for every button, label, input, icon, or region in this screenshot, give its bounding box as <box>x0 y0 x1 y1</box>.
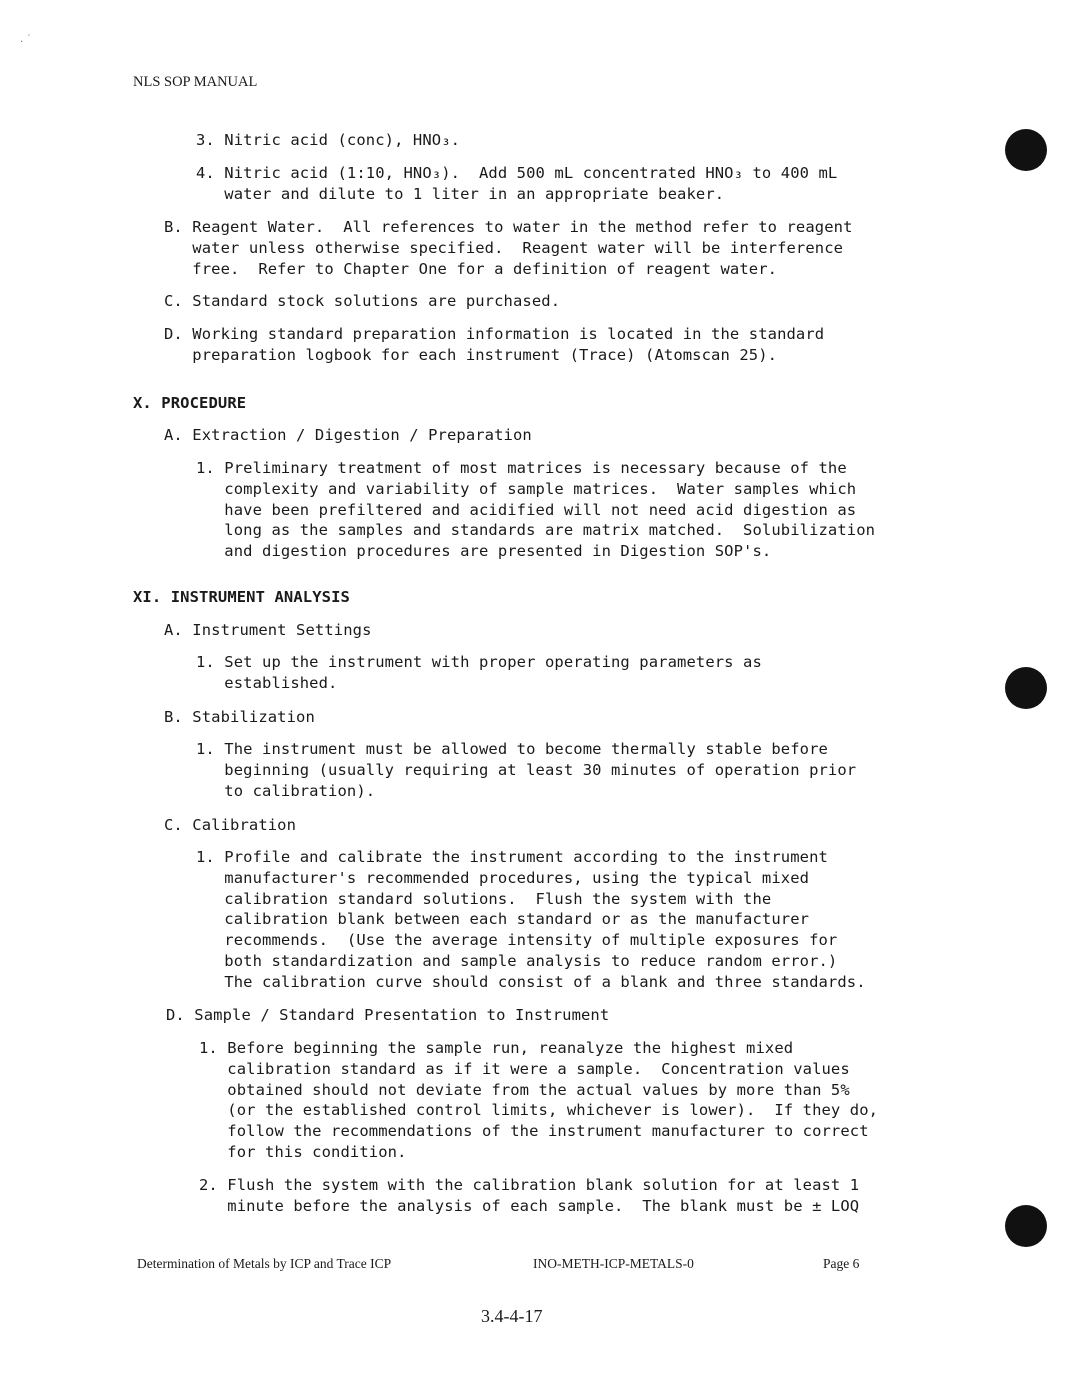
text-line: B. Stabilization <box>164 708 315 726</box>
text-line: 1. Before beginning the sample run, reanalyze the highest mixed <box>199 1039 794 1057</box>
text-line: calibration standard as if it were a sample. Concentration values <box>199 1059 850 1078</box>
text-line: preparation logbook for each instrument (Trace) (Atomscan 25). <box>164 345 778 364</box>
text-line: calibration blank between each standard or as the manufacturer <box>196 910 810 929</box>
text-line: C. Calibration <box>164 816 297 834</box>
text-line: XI. INSTRUMENT ANALYSIS <box>133 588 350 606</box>
text-line: 1. The instrument must be allowed to become thermally stable before <box>196 740 828 758</box>
text-line: 1. Preliminary treatment of most matrices is necessary because of the <box>196 459 847 477</box>
text-line: water unless otherwise specified. Reagent water will be interference <box>164 238 844 257</box>
text-line: 1. Set up the instrument with proper operating parameters as <box>196 653 762 671</box>
paragraph <box>196 130 460 151</box>
paragraph <box>196 163 837 205</box>
paragraph <box>164 324 824 366</box>
paragraph <box>196 458 875 562</box>
text-line: long as the samples and standards are matrix matched. Solubilization <box>196 521 876 540</box>
text-line: free. Refer to Chapter One for a definition of reagent water. <box>164 259 778 278</box>
paragraph <box>164 620 372 641</box>
text-line: complexity and variability of sample matrices. Water samples which <box>196 479 857 498</box>
punch-hole-bottom <box>1005 1205 1047 1247</box>
text-line: B. Reagent Water. All references to water in the method refer to reagent <box>164 218 853 236</box>
text-line: follow the recommendations of the instrument manufacturer to correct <box>199 1122 869 1141</box>
text-line: (or the established control limits, whichever is lower). If they do, <box>199 1101 879 1120</box>
page-header: NLS SOP MANUAL <box>133 74 258 90</box>
paragraph <box>196 847 866 993</box>
text-line: calibration standard solutions. Flush the system with the <box>196 889 772 908</box>
punch-hole-middle <box>1005 667 1047 709</box>
paragraph <box>199 1175 859 1217</box>
text-line: both standardization and sample analysis to reduce random error.) <box>196 951 838 970</box>
text-line: X. PROCEDURE <box>133 394 247 412</box>
paragraph <box>164 425 532 446</box>
paragraph <box>196 739 856 801</box>
footer-document-id: INO-METH-ICP-METALS-0 <box>533 1256 694 1271</box>
text-line: manufacturer's recommended procedures, using the typical mixed <box>196 868 810 887</box>
text-line: to calibration). <box>196 781 376 800</box>
text-line: A. Instrument Settings <box>164 621 372 639</box>
text-line: minute before the analysis of each sample. The blank must be ± LOQ <box>199 1196 860 1215</box>
text-line: water and dilute to 1 liter in an appropriate beaker. <box>196 184 725 203</box>
text-line: D. Sample / Standard Presentation to Instrument <box>166 1006 610 1024</box>
text-line: C. Standard stock solutions are purchased. <box>164 292 561 310</box>
text-line: have been prefiltered and acidified will not need acid digestion as <box>196 500 857 519</box>
section-heading <box>133 393 246 414</box>
text-line: The calibration curve should consist of a blank and three standards. <box>196 972 866 991</box>
scan-specks: . ˙ <box>20 34 32 45</box>
footer-page: Page 6 <box>823 1256 860 1271</box>
paragraph <box>164 707 315 728</box>
text-line: A. Extraction / Digestion / Preparation <box>164 426 532 444</box>
text-line: established. <box>196 673 338 692</box>
paragraph <box>164 815 296 836</box>
text-line: recommends. (Use the average intensity of multiple exposures for <box>196 931 838 950</box>
paragraph <box>196 652 762 694</box>
punch-hole-top <box>1005 129 1047 171</box>
text-line: obtained should not deviate from the actual values by more than 5% <box>199 1080 850 1099</box>
page-number: 3.4-4-17 <box>481 1306 543 1326</box>
paragraph <box>199 1038 878 1163</box>
section-heading <box>133 587 350 608</box>
text-line: 4. Nitric acid (1:10, HNO₃). Add 500 mL concentrated HNO₃ to 400 mL <box>196 164 838 182</box>
text-line: 2. Flush the system with the calibration blank solution for at least 1 <box>199 1176 860 1194</box>
text-line: and digestion procedures are presented in Digestion SOP's. <box>196 542 772 561</box>
paragraph <box>166 1005 609 1026</box>
text-line: beginning (usually requiring at least 30 minutes of operation prior <box>196 760 857 779</box>
paragraph <box>164 217 853 279</box>
text-line: 1. Profile and calibrate the instrument according to the instrument <box>196 848 828 866</box>
text-line: 3. Nitric acid (conc), HNO₃. <box>196 131 461 149</box>
text-line: for this condition. <box>199 1142 407 1161</box>
paragraph <box>164 291 560 312</box>
text-line: D. Working standard preparation information is located in the standard <box>164 325 825 343</box>
footer-title: Determination of Metals by ICP and Trace ICP <box>137 1256 392 1271</box>
